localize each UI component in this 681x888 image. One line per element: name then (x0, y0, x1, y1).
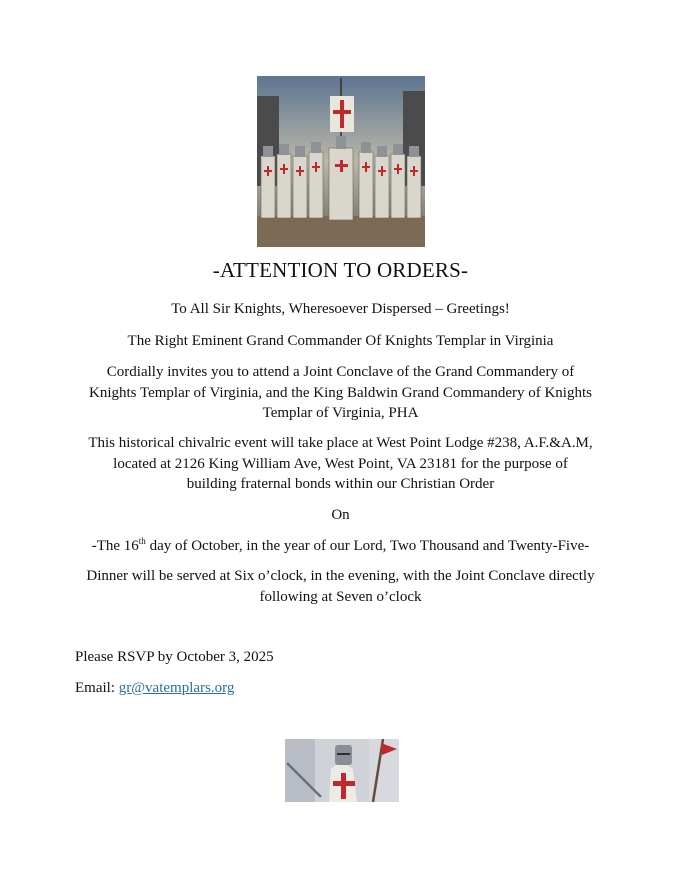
page-title: -ATTENTION TO ORDERS- (212, 258, 469, 282)
invitation-line-1: Cordially invites you to attend a Joint Conclave of the Grand Commandery of (106, 364, 575, 380)
dinner-line-1: Dinner will be served at Six o’clock, in the evening, with the Joint Conclave directly (86, 568, 595, 584)
invitation-paragraph (60, 362, 621, 424)
date-ordinal-suffix: th (138, 536, 146, 546)
on-line: On (331, 507, 350, 523)
date-rest: day of October, in the year of our Lord, Two Thousand and Twenty-Five- (145, 538, 590, 554)
greeting-line: To All Sir Knights, Wheresoever Dispersed – Greetings! (171, 301, 510, 317)
inviter-line: The Right Eminent Grand Commander Of Knights Templar in Virginia (127, 333, 554, 349)
email-line (75, 678, 234, 698)
knight-footer-image (285, 739, 399, 802)
invitation-line-3: Templar of Virginia, PHA (262, 405, 419, 421)
event-line-2: located at 2126 King William Ave, West Point, VA 23181 for the purpose of (113, 455, 568, 472)
email-label: Email: (75, 680, 119, 696)
event-line-1: This historical chivalric event will take place at West Point Lodge #238, A.F.&A.M, (88, 435, 593, 451)
event-paragraph (60, 433, 621, 495)
knights-templar-header-image (257, 76, 425, 247)
invitation-line-2: Knights Templar of Virginia, and the King Baldwin Grand Commandery of Knights (89, 384, 592, 401)
dinner-paragraph (60, 566, 621, 607)
email-link[interactable]: gr@vatemplars.org (118, 680, 235, 696)
date-prefix: -The 16 (91, 538, 139, 554)
date-line (60, 536, 621, 557)
dinner-line-2: following at Seven o’clock (259, 588, 422, 605)
rsvp-line: Please RSVP by October 3, 2025 (75, 649, 274, 665)
event-line-3: building fraternal bonds within our Christian Order (186, 476, 495, 492)
